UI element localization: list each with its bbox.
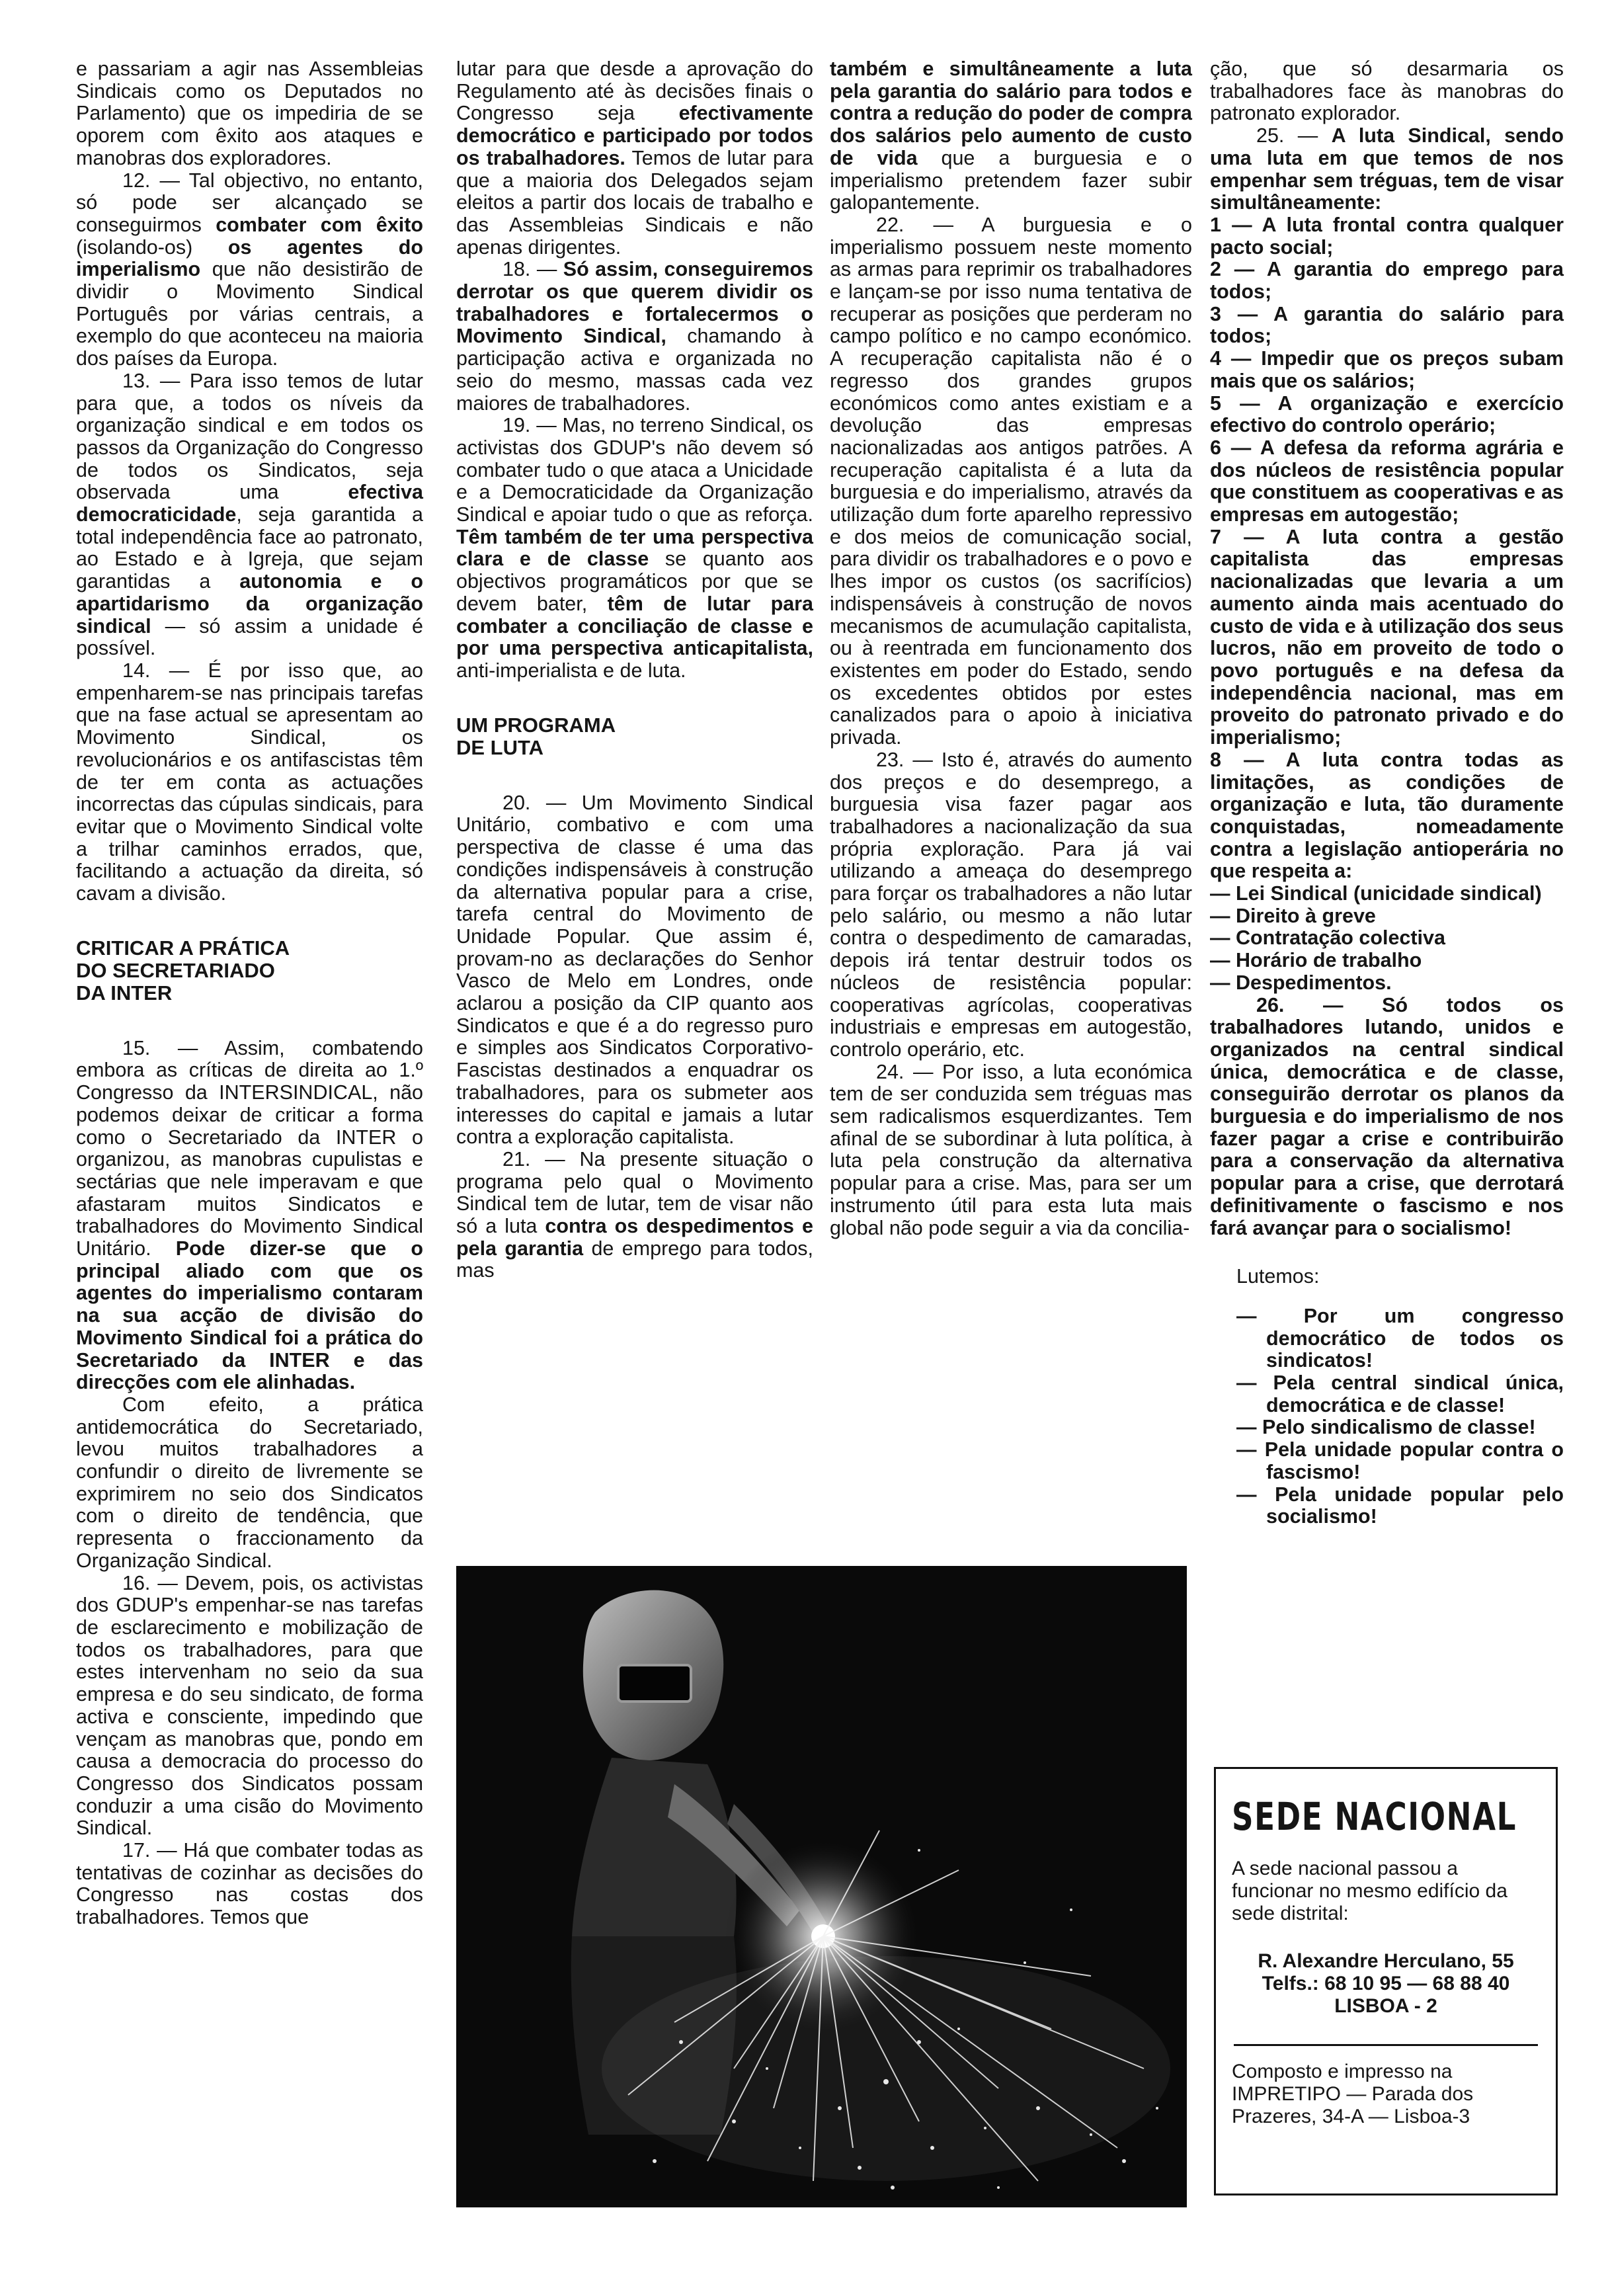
paragraph-24-end: ção, que só desarmaria os trabalhadores face às manobras do patronato explorador. [1210,58,1564,125]
lutemos-label: Lutemos: [1236,1265,1320,1288]
paragraph-25: 25. — A luta Sindical, sendo uma luta em que temos de nos empenhar sem tréguas, tem de visar simultâneamente: [1210,124,1564,214]
paragraph-21-cont: também e simultâneamente a luta pela garantia do salário para todos e contra a redução do poder de compra dos salários pelo aumento de custo de vida que a burguesia e o imperialismo pretendem fazer subir galopantemente. [830,58,1192,214]
slogan-item: — Pela central sindical única, democrática e de classe! [1236,1372,1564,1416]
column-1 [76,58,423,1929]
paragraph-21: 21. — Na presente situação o programa pelo qual o Movimento Sindical tem de lutar, tem de visar não só a luta contra os despedimentos e pela garantia de emprego para todos, mas [456,1147,814,1282]
slogan-item: — Por um congresso democrático de todos os sindicatos! [1236,1304,1564,1372]
paragraph-15: 15. — Assim, combatendo embora as críticas de direita ao 1.º Congresso da INTERSINDICAL, não podemos deixar de criticar a forma como o Secretariado da INTER o organizou, as manobras cupulistas e sectárias que nele imperavam e que afastaram muitos Sindicatos e trabalhadores do Movimento Sindical Unitário. Pode dizer-se que o principal aliado com que os agentes do imperialismo contaram na sua acção de divisão do Movimento Sindical foi a prática do Secretariado da INTER e das direcções com ele alinhadas. [76,1036,423,1394]
legislation-list [1210,883,1564,995]
address-city: LISBOA - 2 [1334,1995,1437,2017]
welder-photo-icon [456,1566,1187,2207]
slogan-item: — Pelo sindicalismo de classe! [1236,1416,1536,1439]
paragraph-13: 13. — Para isso temos de lutar para que, a todos os níveis da organização sindical e em todos os passos da Organização do Congresso de todos os Sindicatos, seja observada uma efectiva democraticidade, seja garantida a total independência face ao patronato, ao Estado e à Igreja, que sejam garantidas a autonomia e o apartidarismo da organização sindical — só assim a unidade é possível. [76,369,423,660]
paragraph-14: 14. — É por isso que, ao empenharem-se nas principais tarefas que na fase actual se apresentam ao Movimento Sindical, os revolucionários e os antifascistas têm de ter em conta as actuações incorrectas das cúpulas sindicais, para evitar que o Movimento Sindical volte a trilhar caminhos errados, que, facilitando a actuação da direita, só cavam a divisão. [76,659,423,905]
paragraph-23: 23. — Isto é, através do aumento dos preços e do desemprego, a burguesia visa fazer pagar aos trabalhadores a nacionalização da sua própria exploração. Para já vai utilizando a ameaça do desemprego para forçar os trabalhadores a não lutar pelo salário, ou mesmo a não lutar contra o despedimento de camaradas, depois irá tentar destruir todos os núcleos de resistência popular: cooperativas agrícolas, cooperativas industriais e empresas em autogestão, controlo operário, etc. [830,748,1192,1061]
column-2 [456,58,813,1282]
demand-item: 1 — A luta frontal contra qualquer pacto social; [1210,213,1564,259]
sede-address [1232,1950,1540,2018]
paragraph-18: 18. — Só assim, conseguiremos derrotar os que querem dividir os trabalhadores e fortalecermos o Movimento Sindical, chamando à participação activa e organizada no seio do mesmo, massas cada vez maiores de trabalhadores. [456,258,814,415]
sede-title: SEDE NACIONAL [1232,1794,1517,1839]
slogan-item: — Pela unidade popular pelo socialismo! [1236,1483,1564,1528]
legislation-item: — Contratação colectiva [1210,926,1445,950]
paragraph-17: 17. — Há que combater todas as tentativas de cozinhar as decisões do Congresso nas costas dos trabalhadores. Temos que [76,1839,423,1929]
slogans-list [1210,1305,1564,1528]
sede-text: A sede nacional passou a funcionar no mesmo edifício da sede distrital: [1232,1858,1508,1924]
legislation-item: — Direito à greve [1210,904,1376,927]
welder-photo [456,1566,1187,2207]
column-4 [1210,58,1564,1528]
paragraph-20: 20. — Um Movimento Sindical Unitário, combativo e com uma perspectiva de classe é uma das condições indispensáveis à construção da alternativa popular para a crise, tarefa central do Movimento de Unidade Popular. Que assim é, provam-no as declarações do Senhor Vasco de Melo em Londres, onde aclarou a posição da CIP quanto aos Sindicatos e que é a do regresso puro e simples aos Sindicatos Corporativo-Fascistas destinados a enquadrar os trabalhadores, para os submeter aos interesses do capital e jamais a lutar contra a exploração capitalista. [456,791,813,1149]
paragraph-19: 19. — Mas, no terreno Sindical, os activistas dos GDUP's não devem só combater tudo o que ataca a Unicidade e a Democraticidade da Organização Sindical e apoiar tudo o que as reforça. Têm também de ter uma perspectiva clara e de classe se quanto aos objectivos programáticos por que se devem bater, têm de lutar para combater a conciliação de classe e por uma perspectiva anticapitalista, anti-imperialista e de luta. [456,414,813,682]
paragraph-11-end: e passariam a agir nas Assembleias Sindicais como os Deputados no Parlamento) que os impediria de se oporem com êxito aos ataques e manobras dos exploradores. [76,58,423,169]
legislation-item: — Horário de trabalho [1210,949,1422,972]
divider [1234,2044,1538,2046]
paragraph-16: 16. — Devem, pois, os activistas dos GDUP's empenhar-se nas tarefas de esclarecimento e mobilização de todos os trabalhadores, para que estes intervenham no seio da sua empresa e do seu sindicato, de forma activa e consciente, impedindo que vençam as manobras que, pondo em causa a democracia do processo do Congresso dos Sindicatos possam conduzir a uma cisão do Movimento Sindical. [76,1571,423,1840]
demand-item: 5 — A organização e exercício efectivo do controlo operário; [1210,391,1564,437]
demand-item: 3 — A garantia do salário para todos; [1210,302,1564,348]
column-3 [830,58,1192,1239]
section-heading-programa: UM PROGRAMA DE LUTA [456,713,616,759]
paragraph-22: 22. — A burguesia e o imperialismo possuem neste momento as armas para reprimir os trabalhadores e lançam-se por isso numa tentativa de recuperar as posições que perderam no campo político e no campo económico. A recuperação capitalista não é o regresso dos grandes grupos económicos como antes existiam e a devolução das empresas nacionalizadas aos antigos patrões. A recuperação capitalista é a luta da burguesia e do imperialismo, através da utilização dum forte aparelho repressivo e dos meios de comunicação social, para dividir os trabalhadores e o povo e lhes impor os custos (os sacrifícios) indispensáveis à construção de novos mecanismos de acumulação capitalista, ou à reentrada em funcionamento dos existentes em poder do Estado, sendo os excedentes obtidos por estes canalizados para o apoio à iniciativa privada. [830,213,1192,749]
demand-item: 2 — A garantia do emprego para todos; [1210,258,1564,304]
section-heading-criticar: CRITICAR A PRÁTICA DO SECRETARIADO DA INTER [76,936,290,1004]
paragraph-26: 26. — Só todos os trabalhadores lutando, unidos e organizados na central sindical única, democrática e de classe, conseguirão derrotar os planos da burguesia e do imperialismo de nos fazer pagar a crise e contribuirão para a conservação da alternativa popular para a crise, que derrotará definitivamente o fascismo e nos fará avançar para o socialismo! [1210,993,1564,1239]
demands-list [1210,214,1564,883]
address-phones: Telfs.: 68 10 95 — 68 88 40 [1262,1973,1510,1994]
demand-item: 8 — A luta contra todas as limitações, as condições de organização e luta, tão duramente conquistadas, nomeadamente contra a legislação antioperária no que respeita a: [1210,748,1564,883]
sede-nacional-box [1214,1767,1558,2195]
demand-item: 6 — A defesa da reforma agrária e dos núcleos de resistência popular que constituem as cooperativas e as empresas em autogestão; [1210,436,1564,526]
paragraph-12: 12. — Tal objectivo, no entanto, só pode ser alcançado se conseguirmos combater com êxito (isolando-os) os agentes do imperialismo que não desistirão de dividir o Movimento Sindical Português por várias centrais, a exemplo do que aconteceu na maioria dos países da Europa. [76,169,423,370]
slogan-item: — Pela unidade popular contra o fascismo! [1236,1438,1564,1483]
address-street: R. Alexandre Herculano, 55 [1258,1950,1514,1972]
demand-item: 7 — A luta contra a gestão capitalista das empresas nacionalizadas que levaria a um aumento ainda mais acentuado do custo de vida e à utilização dos seus lucros, não em proveito de todo o povo português e na defesa da independência nacional, mas em proveito do patronato privado e do imperialismo; [1210,525,1564,749]
paragraph-24: 24. — Por isso, a luta económica tem de ser conduzida sem tréguas mas sem radicalismos esquerdizantes. Tem afinal de se subordinar à luta política, à luta pela construção da alternativa popular para a crise. Mas, para ser um instrumento útil para esta luta mais global não pode seguir a via da concilia- [830,1060,1192,1239]
paragraph-15-cont: Com efeito, a prática antidemocrática do Secretariado, levou muitos trabalhadores a confundir o direito de livremente se exprimirem no seio dos Sindicatos com o direito de tendência, que representa o fraccionamento da Organização Sindical. [76,1393,423,1572]
paragraph-17-cont: lutar para que desde a aprovação do Regulamento até às decisões finais o Congresso seja efectivamente democrático e participado por todos os trabalhadores. Temos de lutar para que a maioria dos Delegados sejam eleitos a partir dos locais de trabalho e das Assembleias Sindicais e não apenas dirigentes. [456,58,813,259]
printer-credit: Composto e impresso na IMPRETIPO — Parada dos Prazeres, 34-A — Lisboa-3 [1232,2061,1474,2127]
demand-item: 4 — Impedir que os preços subam mais que os salários; [1210,347,1564,392]
legislation-item: — Lei Sindical (unicidade sindical) [1210,882,1542,905]
legislation-item: — Despedimentos. [1210,971,1392,994]
